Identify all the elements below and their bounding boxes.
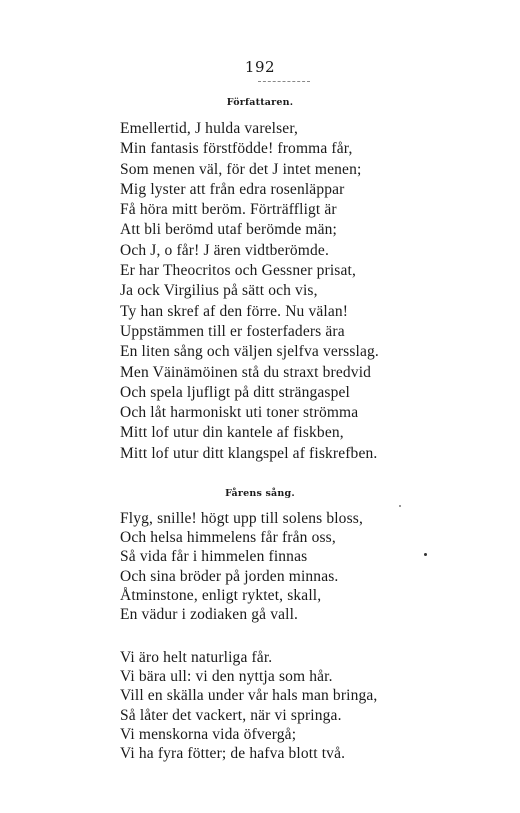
poem-line: Min fantasis förstfödde! fromma får, — [120, 140, 353, 158]
poem-line: Att bli berömd utaf berömde män; — [120, 221, 338, 239]
poem-line: Så vida får i himmelen finnas — [120, 548, 308, 566]
page-number-rule — [258, 81, 310, 82]
poem-stanza-forfattaren — [120, 119, 379, 464]
poem-line: Vi bära ull: vi den nyttja som hår. — [120, 668, 333, 686]
poem-line: Åtminstone, enligt ryktet, skall, — [120, 586, 322, 604]
ink-speck — [399, 505, 401, 507]
poem-line: Men Väinämöinen stå du straxt bredvid — [120, 363, 372, 381]
poem-line: Få höra mitt beröm. Förträffligt är — [120, 201, 337, 219]
section-heading-farens-sang: Fårens sång. — [225, 488, 295, 499]
poem-line: Mitt lof utur ditt klangspel af fiskrefben. — [120, 444, 378, 462]
ink-speck — [424, 553, 427, 556]
poem-line: Och helsa himmelens får från oss, — [120, 529, 336, 547]
poem-line: Er har Theocritos och Gessner prisat, — [120, 262, 356, 280]
poem-line: Som menen väl, för det J intet menen; — [120, 160, 362, 178]
poem-line: Och sina bröder på jorden minnas. — [120, 567, 339, 585]
poem-line: Vi ha fyra fötter; de hafva blott två. — [120, 744, 346, 762]
poem-line: Ty han skref af den förre. Nu välan! — [120, 302, 349, 320]
section-heading-forfattaren: Författaren. — [226, 97, 294, 108]
poem-line: Ja ock Virgilius på sätt och vis, — [120, 282, 318, 300]
poem-line: Mig lyster att från edra rosenläppar — [120, 180, 345, 198]
poem-line: Vill en skälla under vår hals man bringa, — [120, 687, 378, 705]
poem-line: En vädur i zodiaken gå vall. — [120, 605, 299, 623]
poem-line: Emellertid, J hulda varelser, — [120, 120, 299, 137]
poem-line: Och låt harmoniskt uti toner strömma — [120, 404, 359, 422]
poem-line: Och spela ljufligt på ditt strängaspel — [120, 383, 350, 401]
poem-stanza-1 — [120, 509, 363, 624]
page-number: 192 — [244, 58, 276, 76]
poem-line: Vi äro helt naturliga får. — [120, 649, 273, 666]
poem-line: Mitt lof utur din kantele af fiskben, — [120, 424, 344, 442]
poem-line: Flyg, snille! högt upp till solens bloss, — [120, 510, 363, 527]
poem-line: Vi menskorna vida öfvergå; — [120, 725, 297, 743]
poem-line: Och J, o får! J ären vidtberömde. — [120, 241, 329, 259]
poem-line: Uppstämmen till er fosterfaders ära — [120, 322, 345, 340]
poem-stanza-2 — [120, 648, 377, 763]
poem-line: En liten sång och väljen sjelfva versslag. — [120, 343, 379, 361]
poem-line: Så låter det vackert, när vi springa. — [120, 706, 342, 724]
